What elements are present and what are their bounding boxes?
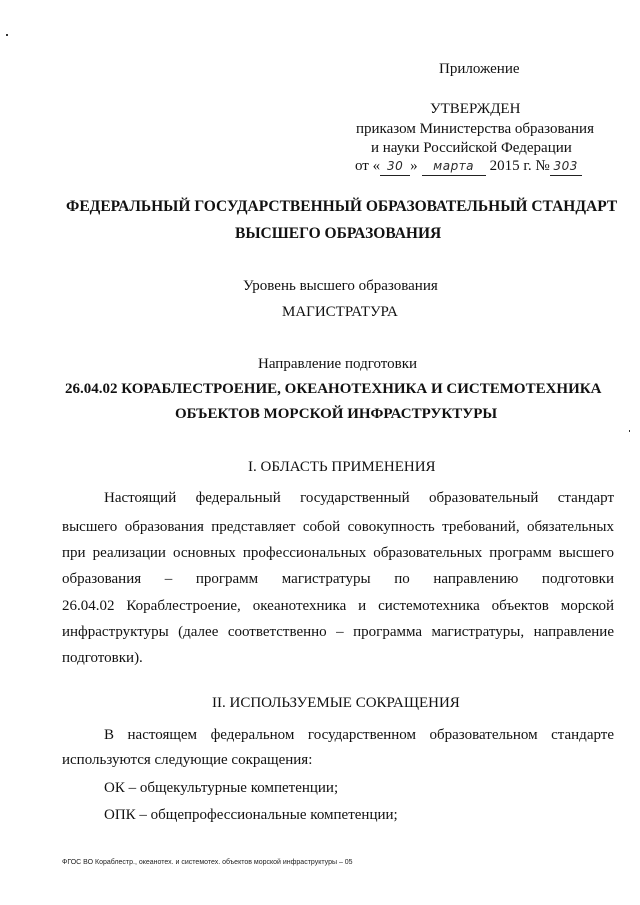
order-number-handwritten: 303 — [550, 157, 582, 176]
order-line-2: и науки Российской Федерации — [371, 140, 572, 156]
paragraph-last-line: подготовки). — [62, 650, 143, 666]
document-title-line-2: ВЫСШЕГО ОБРАЗОВАНИЯ — [235, 225, 442, 242]
paragraph-line: при реализации основных профессиональных образовательных программ высшего — [62, 545, 614, 561]
section-1-heading: I. ОБЛАСТЬ ПРИМЕНЕНИЯ — [248, 459, 436, 475]
order-date-line — [355, 157, 582, 176]
page-footer: ФГОС ВО Кораблестр., океанотех. и системотех. объектов морской инфраструктуры – 05 — [62, 859, 353, 866]
approved-label: УТВЕРЖДЕН — [430, 101, 521, 117]
date-prefix: от « — [355, 158, 381, 174]
direction-title-line-2: ОБЪЕКТОВ МОРСКОЙ ИНФРАСТРУКТУРЫ — [175, 406, 498, 422]
date-day-handwritten: 30 — [380, 157, 410, 176]
paragraph-line: образования – программ магистратуры по направлению подготовки — [62, 571, 614, 587]
order-line-1: приказом Министерства образования — [356, 121, 594, 137]
direction-label: Направление подготовки — [258, 356, 418, 372]
paragraph-line: Настоящий федеральный государственный образовательный стандарт — [104, 490, 614, 506]
education-level-value: МАГИСТРАТУРА — [282, 304, 398, 320]
appendix-label: Приложение — [439, 61, 520, 77]
date-mid: » — [410, 158, 418, 174]
scan-speck — [629, 430, 630, 432]
abbreviation-opk: ОПК – общепрофессиональные компетенции; — [104, 807, 398, 823]
paragraph-line: высшего образования представляет собой совокупность требований, обязательных — [62, 519, 614, 535]
direction-title-line-1: 26.04.02 КОРАБЛЕСТРОЕНИЕ, ОКЕАНОТЕХНИКА И СИСТЕМОТЕХНИКА — [65, 381, 602, 397]
section-2-line-2: используются следующие сокращения: — [62, 752, 313, 768]
abbreviation-ok: ОК – общекультурные компетенции; — [104, 780, 339, 796]
paragraph-line: инфраструктуры (далее соответственно – программа магистратуры, направление — [62, 624, 614, 640]
section-2-line-1: В настоящем федеральном государственном образовательном стандарте — [104, 727, 614, 743]
paragraph-line: 26.04.02 Кораблестроение, океанотехника и системотехника объектов морской — [62, 598, 614, 614]
section-2-heading: II. ИСПОЛЬЗУЕМЫЕ СОКРАЩЕНИЯ — [212, 695, 460, 711]
scan-speck — [6, 34, 8, 36]
date-year: 2015 г. № — [489, 158, 550, 174]
document-title-line-1: ФЕДЕРАЛЬНЫЙ ГОСУДАРСТВЕННЫЙ ОБРАЗОВАТЕЛЬНЫЙ СТАНДАРТ — [66, 198, 618, 215]
date-month-handwritten: марта — [422, 157, 486, 176]
education-level-label: Уровень высшего образования — [243, 278, 438, 294]
